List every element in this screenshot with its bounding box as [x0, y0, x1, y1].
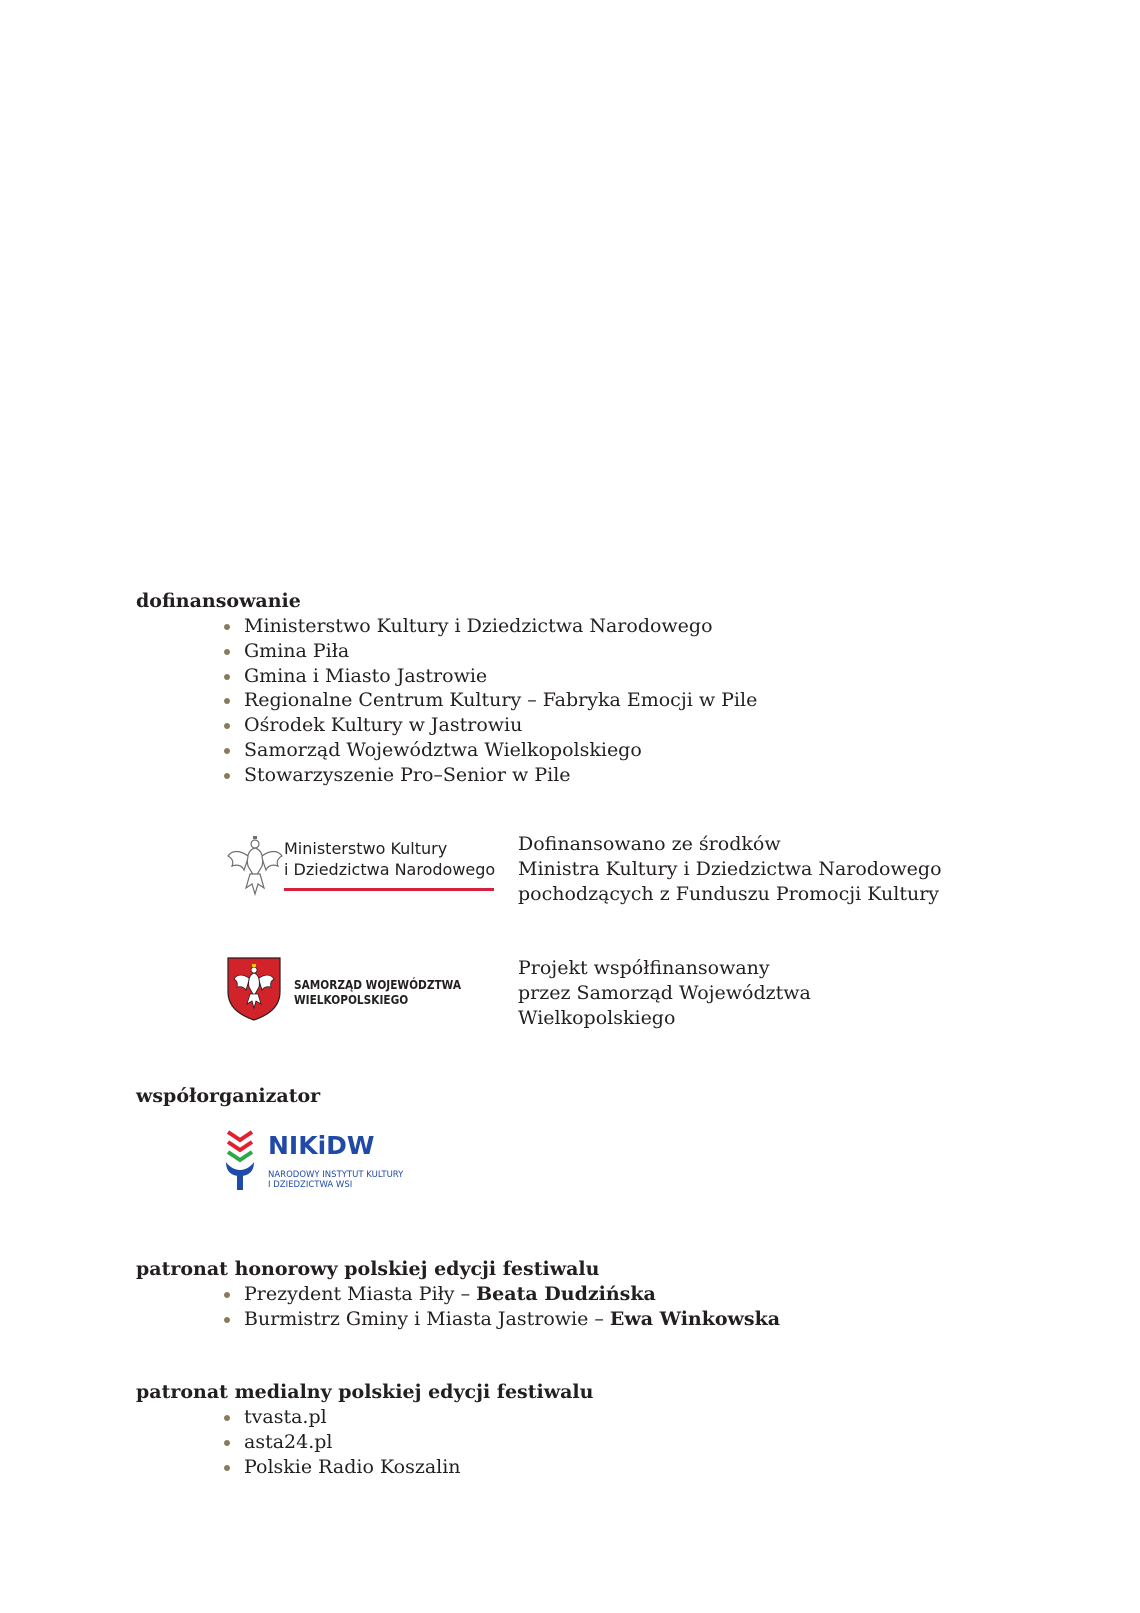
list-item: asta24.pl [222, 1430, 461, 1455]
eagle-emblem-icon [226, 836, 284, 898]
honorary-name: Ewa Winkowska [609, 1307, 781, 1330]
list-item: Regionalne Centrum Kultury – Fabryka Emocji w Pile [222, 688, 757, 713]
list-item: Stowarzyszenie Pro–Senior w Pile [222, 763, 757, 788]
honorary-heading: patronat honorowy polskiej edycji festiwalu [136, 1258, 600, 1280]
samorzad-logo-line2: WIELKOPOLSKIEGO [294, 993, 409, 1007]
honorary-name: Beata Dudzińska [476, 1283, 656, 1305]
samorzad-logo [226, 956, 462, 1022]
nikidw-logo-line2: I DZIEDZICTWA WSI [268, 1180, 353, 1190]
honorary-role: Prezydent Miasta Piły – [244, 1283, 477, 1305]
list-item [222, 1307, 780, 1332]
list-item: Samorząd Województwa Wielkopolskiego [222, 738, 757, 763]
nikidw-logo [224, 1128, 424, 1194]
mkidn-note-line3: pochodzących z Funduszu Promocji Kultury [518, 883, 940, 905]
list-item: Gmina i Miasto Jastrowie [222, 664, 757, 689]
mkidn-note-line2: Ministra Kultury i Dziedzictwa Narodowego [518, 858, 942, 880]
coorganizer-heading: współorganizator [136, 1085, 321, 1107]
nikidw-emblem-icon [224, 1128, 256, 1192]
honorary-list [222, 1282, 780, 1332]
funding-heading: dofinansowanie [136, 590, 301, 612]
media-list [222, 1405, 461, 1479]
list-item: Gmina Piła [222, 639, 757, 664]
samorzad-note [518, 956, 811, 1031]
mkidn-note [518, 832, 942, 907]
samorzad-note-line3: Wielkopolskiego [518, 1007, 676, 1029]
mkidn-logo-stripe [284, 888, 494, 891]
list-item: tvasta.pl [222, 1405, 461, 1430]
nikidw-logo-name: NIKiDW [268, 1131, 375, 1160]
mkidn-logo-line2: i Dziedzictwa Narodowego [284, 860, 496, 879]
list-item [222, 1282, 780, 1307]
mkidn-logo [226, 836, 496, 898]
nikidw-logo-line1: NARODOWY INSTYTUT KULTURY [268, 1170, 404, 1180]
samorzad-note-line2: przez Samorząd Województwa [518, 982, 811, 1004]
mkidn-note-line1: Dofinansowano ze środków [518, 833, 781, 855]
samorzad-logo-line1: SAMORZĄD WOJEWÓDZTWA [294, 978, 462, 992]
list-item: Ośrodek Kultury w Jastrowiu [222, 713, 757, 738]
samorzad-note-line1: Projekt współfinansowany [518, 957, 770, 979]
mkidn-logo-line1: Ministerstwo Kultury [284, 839, 448, 858]
honorary-role: Burmistrz Gminy i Miasta Jastrowie – [244, 1307, 610, 1330]
shield-emblem-icon [226, 956, 282, 1022]
funding-list [222, 614, 757, 788]
list-item: Ministerstwo Kultury i Dziedzictwa Narodowego [222, 614, 757, 639]
media-heading: patronat medialny polskiej edycji festiwalu [136, 1381, 594, 1403]
list-item: Polskie Radio Koszalin [222, 1455, 461, 1480]
